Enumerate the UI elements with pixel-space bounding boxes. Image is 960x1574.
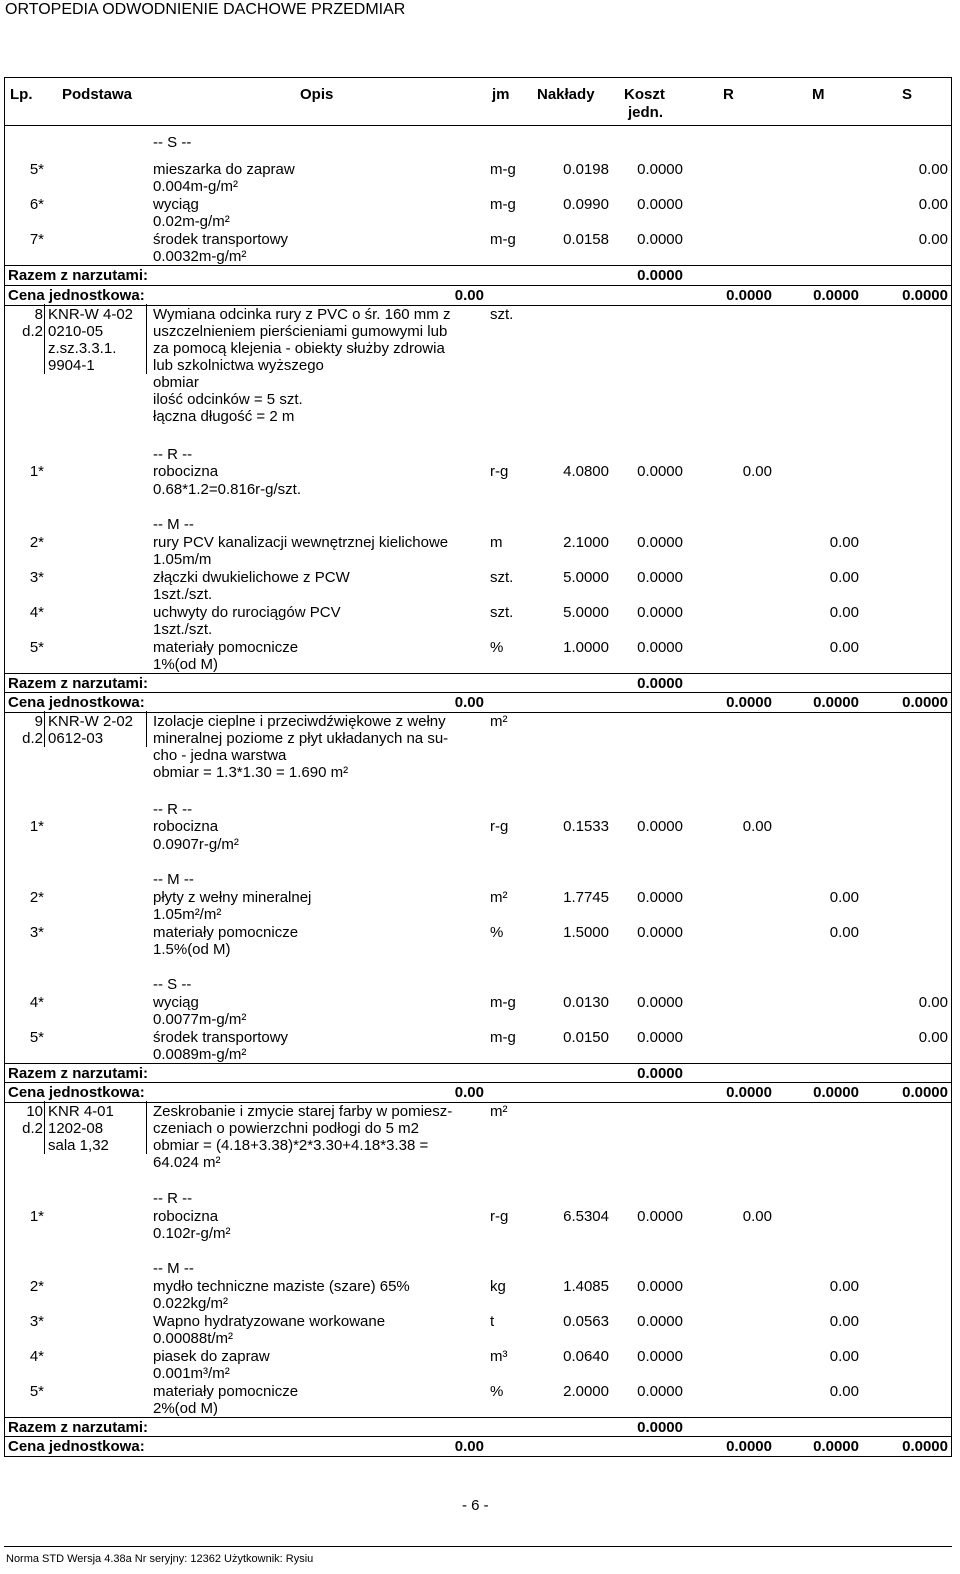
row-naklady: 1.0000 [563, 639, 609, 656]
row-unit: r-g [490, 1208, 509, 1225]
position-basis: 1202-08 [48, 1120, 104, 1137]
row-description: 0.001m³/m² [153, 1365, 230, 1382]
row-s-value: 0.00 [918, 1029, 948, 1046]
row-description: -- M -- [153, 516, 194, 533]
header-jm: jm [492, 86, 510, 103]
row-description: 0.004m-g/m² [153, 178, 239, 195]
row-naklady: 0.0990 [563, 196, 609, 213]
row-description: 0.102r-g/m² [153, 1225, 231, 1242]
position-basis: 0210-05 [48, 323, 104, 340]
row-description: piasek do zapraw [153, 1348, 270, 1365]
row-unit: m³ [490, 1348, 508, 1365]
row-unit: t [490, 1313, 495, 1330]
row-lp: 5* [29, 1029, 44, 1046]
row-unit: m-g [490, 994, 516, 1011]
cena-r: 0.0000 [726, 1438, 772, 1455]
row-naklady: 2.1000 [563, 534, 609, 551]
header-r: R [723, 86, 734, 103]
position-description: czeniach o powierzchni podłogi do 5 m2 [153, 1120, 419, 1137]
row-description: 0.022kg/m² [153, 1295, 229, 1312]
row-unit: szt. [490, 604, 514, 621]
row-description: 1szt./szt. [153, 621, 213, 638]
row-unit: szt. [490, 569, 514, 586]
row-description: 0.0907r-g/m² [153, 836, 239, 853]
row-m-value: 0.00 [829, 1278, 859, 1295]
row-description: 0.0032m-g/m² [153, 248, 247, 265]
page-number: - 6 - [462, 1497, 489, 1514]
row-lp: 1* [29, 1208, 44, 1225]
row-description: -- M -- [153, 871, 194, 888]
position-description: za pomocą klejenia - obiekty służby zdrowia [153, 340, 445, 357]
row-description: 2%(od M) [153, 1400, 219, 1417]
row-m-value: 0.00 [829, 1313, 859, 1330]
row-naklady: 5.0000 [563, 604, 609, 621]
position-basis: sala 1,32 [48, 1137, 109, 1154]
row-unit: m-g [490, 196, 516, 213]
position-subnumber: d.2 [22, 730, 43, 747]
row-koszt: 0.0000 [637, 1313, 683, 1330]
position-description: Izolacje cieplne i przeciwdźwiękowe z wełny [153, 713, 446, 730]
cena-value: 0.00 [454, 694, 484, 711]
row-lp: 3* [29, 1313, 44, 1330]
row-description: wyciąg [153, 196, 199, 213]
row-lp: 2* [29, 889, 44, 906]
cena-m: 0.0000 [813, 694, 859, 711]
row-naklady: 0.0130 [563, 994, 609, 1011]
razem-label: Razem z narzutami: [8, 1065, 149, 1082]
position-basis: 9904-1 [48, 357, 95, 374]
row-lp: 7* [29, 231, 44, 248]
cena-m: 0.0000 [813, 1084, 859, 1101]
cena-r: 0.0000 [726, 1084, 772, 1101]
row-unit: m-g [490, 231, 516, 248]
row-koszt: 0.0000 [637, 994, 683, 1011]
cena-r: 0.0000 [726, 287, 772, 304]
position-description: uszczelnieniem pierścieniami gumowymi lub [153, 323, 448, 340]
razem-label: Razem z narzutami: [8, 675, 149, 692]
position-description: łączna długość = 2 m [153, 408, 295, 425]
row-koszt: 0.0000 [637, 1208, 683, 1225]
row-description: -- R -- [153, 801, 193, 818]
row-description: -- M -- [153, 1260, 194, 1277]
row-m-value: 0.00 [829, 1383, 859, 1400]
row-lp: 4* [29, 1348, 44, 1365]
row-description: -- S -- [153, 976, 192, 993]
row-r-value: 0.00 [742, 1208, 772, 1225]
position-unit: m² [490, 713, 508, 730]
row-koszt: 0.0000 [637, 231, 683, 248]
row-description: mieszarka do zapraw [153, 161, 295, 178]
row-description: 0.02m-g/m² [153, 213, 230, 230]
header-m: M [812, 86, 825, 103]
row-unit: m-g [490, 1029, 516, 1046]
row-lp: 5* [29, 639, 44, 656]
cena-s: 0.0000 [902, 1084, 948, 1101]
row-naklady: 1.4085 [563, 1278, 609, 1295]
row-lp: 1* [29, 818, 44, 835]
row-m-value: 0.00 [829, 534, 859, 551]
row-naklady: 2.0000 [563, 1383, 609, 1400]
row-description: robocizna [153, 1208, 219, 1225]
row-koszt: 0.0000 [637, 1348, 683, 1365]
row-s-value: 0.00 [918, 231, 948, 248]
row-unit: % [490, 924, 504, 941]
row-description: -- R -- [153, 1190, 193, 1207]
row-unit: m [490, 534, 503, 551]
row-lp: 2* [29, 534, 44, 551]
row-description: 1%(od M) [153, 656, 219, 673]
header-podstawa: Podstawa [62, 86, 133, 103]
row-m-value: 0.00 [829, 924, 859, 941]
row-koszt: 0.0000 [637, 196, 683, 213]
row-description: mydło techniczne maziste (szare) 65% [153, 1278, 410, 1295]
header-koszt-jedn: jedn. [628, 104, 664, 121]
cena-value: 0.00 [454, 1084, 484, 1101]
row-naklady: 1.5000 [563, 924, 609, 941]
row-lp: 1* [29, 463, 44, 480]
row-koszt: 0.0000 [637, 463, 683, 480]
row-lp: 2* [29, 1278, 44, 1295]
razem-label: Razem z narzutami: [8, 267, 149, 284]
position-description: mineralnej poziome z płyt układanych na su- [153, 730, 449, 747]
row-koszt: 0.0000 [637, 534, 683, 551]
row-unit: m² [490, 889, 508, 906]
row-koszt: 0.0000 [637, 1278, 683, 1295]
header-lp: Lp. [10, 86, 33, 103]
cena-label: Cena jednostkowa: [8, 1438, 145, 1455]
row-naklady: 1.7745 [563, 889, 609, 906]
position-subnumber: d.2 [22, 1120, 43, 1137]
row-description: uchwyty do rurociągów PCV [153, 604, 341, 621]
row-description: robocizna [153, 463, 219, 480]
row-s-value: 0.00 [918, 161, 948, 178]
header-s: S [902, 86, 913, 103]
row-koszt: 0.0000 [637, 1029, 683, 1046]
row-naklady: 6.5304 [563, 1208, 609, 1225]
cena-value: 0.00 [454, 287, 484, 304]
position-description: lub szkolnictwa wyższego [153, 357, 324, 374]
row-lp: 3* [29, 924, 44, 941]
position-description: obmiar [153, 374, 199, 391]
row-description: rury PCV kanalizacji wewnętrznej kielichowe [153, 534, 449, 551]
razem-value: 0.0000 [637, 1065, 683, 1082]
position-number: 8 [34, 306, 43, 323]
position-description: obmiar = (4.18+3.38)*2*3.30+4.18*3.38 = [153, 1137, 429, 1154]
row-unit: r-g [490, 463, 509, 480]
cena-value: 0.00 [454, 1438, 484, 1455]
row-koszt: 0.0000 [637, 1383, 683, 1400]
cena-label: Cena jednostkowa: [8, 287, 145, 304]
row-description: materiały pomocnicze [153, 924, 299, 941]
position-subnumber: d.2 [22, 323, 43, 340]
row-koszt: 0.0000 [637, 818, 683, 835]
position-unit: szt. [490, 306, 514, 323]
row-description: -- R -- [153, 446, 193, 463]
cena-r: 0.0000 [726, 694, 772, 711]
cena-label: Cena jednostkowa: [8, 1084, 145, 1101]
row-koszt: 0.0000 [637, 604, 683, 621]
row-s-value: 0.00 [918, 994, 948, 1011]
row-unit: % [490, 639, 504, 656]
cena-s: 0.0000 [902, 694, 948, 711]
row-naklady: 0.0563 [563, 1313, 609, 1330]
row-description: 0.0089m-g/m² [153, 1046, 247, 1063]
position-description: Zeskrobanie i zmycie starej farby w pomiesz- [153, 1103, 453, 1120]
row-m-value: 0.00 [829, 604, 859, 621]
row-description: 0.68*1.2=0.816r-g/szt. [153, 481, 302, 498]
row-description: środek transportowy [153, 231, 289, 248]
row-description: 1.05m²/m² [153, 906, 222, 923]
row-koszt: 0.0000 [637, 161, 683, 178]
row-r-value: 0.00 [742, 463, 772, 480]
footer-text: Norma STD Wersja 4.38a Nr seryjny: 12362 Użytkownik: Rysiu [6, 1553, 314, 1565]
row-lp: 5* [29, 161, 44, 178]
razem-value: 0.0000 [637, 1419, 683, 1436]
document-title: ORTOPEDIA ODWODNIENIE DACHOWE PRZEDMIAR [5, 1, 406, 18]
row-koszt: 0.0000 [637, 569, 683, 586]
row-description: złączki dwukielichowe z PCW [153, 569, 350, 586]
row-description: środek transportowy [153, 1029, 289, 1046]
row-description: 1.05m/m [153, 551, 212, 568]
cena-m: 0.0000 [813, 287, 859, 304]
row-koszt: 0.0000 [637, 639, 683, 656]
header-naklady: Nakłady [537, 86, 595, 103]
header-koszt: Koszt [624, 86, 665, 103]
row-naklady: 0.0158 [563, 231, 609, 248]
row-naklady: 0.0640 [563, 1348, 609, 1365]
position-number: 9 [34, 713, 43, 730]
position-basis: 0612-03 [48, 730, 104, 747]
row-naklady: 0.1533 [563, 818, 609, 835]
position-description: 64.024 m² [153, 1154, 221, 1171]
cena-m: 0.0000 [813, 1438, 859, 1455]
position-basis: KNR-W 2-02 [48, 713, 134, 730]
row-s-value: 0.00 [918, 196, 948, 213]
position-basis: z.sz.3.3.1. [48, 340, 117, 357]
row-description: płyty z wełny mineralnej [153, 889, 312, 906]
row-lp: 6* [29, 196, 44, 213]
row-unit: kg [490, 1278, 506, 1295]
row-unit: r-g [490, 818, 509, 835]
row-description: -- S -- [153, 134, 192, 151]
cena-s: 0.0000 [902, 287, 948, 304]
position-description: ilość odcinków = 5 szt. [153, 391, 303, 408]
row-description: 1szt./szt. [153, 586, 213, 603]
row-description: wyciąg [153, 994, 199, 1011]
position-number: 10 [26, 1103, 43, 1120]
razem-value: 0.0000 [637, 267, 683, 284]
row-lp: 4* [29, 994, 44, 1011]
position-description: obmiar = 1.3*1.30 = 1.690 m² [153, 764, 349, 781]
row-lp: 5* [29, 1383, 44, 1400]
row-m-value: 0.00 [829, 1348, 859, 1365]
cena-label: Cena jednostkowa: [8, 694, 145, 711]
row-m-value: 0.00 [829, 639, 859, 656]
cena-s: 0.0000 [902, 1438, 948, 1455]
position-basis: KNR-W 4-02 [48, 306, 134, 323]
row-koszt: 0.0000 [637, 889, 683, 906]
row-description: 0.0077m-g/m² [153, 1011, 247, 1028]
row-m-value: 0.00 [829, 889, 859, 906]
row-naklady: 5.0000 [563, 569, 609, 586]
row-r-value: 0.00 [742, 818, 772, 835]
razem-label: Razem z narzutami: [8, 1419, 149, 1436]
row-koszt: 0.0000 [637, 924, 683, 941]
razem-value: 0.0000 [637, 675, 683, 692]
row-naklady: 0.0198 [563, 161, 609, 178]
row-description: Wapno hydratyzowane workowane [153, 1313, 386, 1330]
header-opis: Opis [300, 86, 334, 103]
row-description: materiały pomocnicze [153, 639, 299, 656]
row-description: materiały pomocnicze [153, 1383, 299, 1400]
row-naklady: 4.0800 [563, 463, 609, 480]
position-basis: KNR 4-01 [48, 1103, 114, 1120]
row-naklady: 0.0150 [563, 1029, 609, 1046]
row-unit: m-g [490, 161, 516, 178]
position-description: Wymiana odcinka rury z PVC o śr. 160 mm z [153, 306, 451, 323]
row-description: robocizna [153, 818, 219, 835]
row-description: 1.5%(od M) [153, 941, 231, 958]
position-description: cho - jedna warstwa [153, 747, 287, 764]
row-lp: 4* [29, 604, 44, 621]
row-unit: % [490, 1383, 504, 1400]
row-lp: 3* [29, 569, 44, 586]
row-description: 0.00088t/m² [153, 1330, 234, 1347]
position-unit: m² [490, 1103, 508, 1120]
row-m-value: 0.00 [829, 569, 859, 586]
